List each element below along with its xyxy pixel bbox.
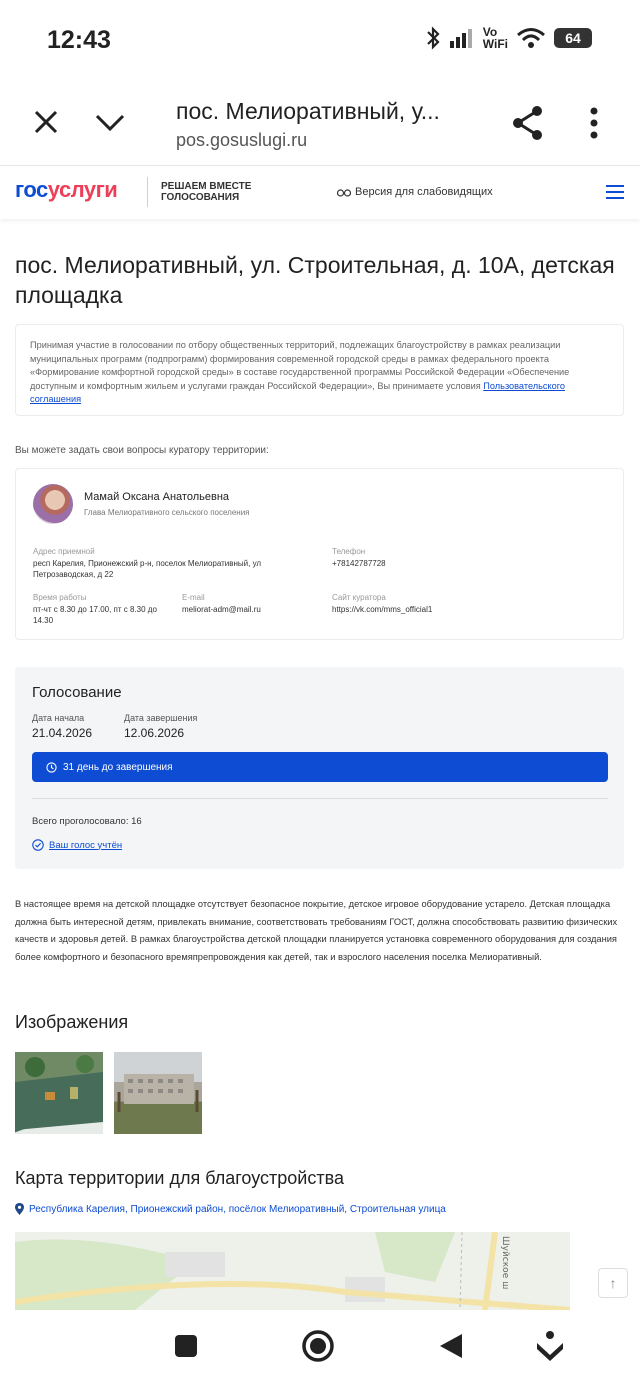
curator-card: [15, 468, 624, 640]
wifi-icon: [516, 27, 546, 49]
share-icon[interactable]: [510, 104, 546, 142]
site-value[interactable]: https://vk.com/mms_official1: [332, 605, 433, 614]
home-icon[interactable]: [301, 1329, 335, 1363]
site-label: Сайт куратора: [332, 593, 386, 602]
voting-divider: [32, 798, 608, 799]
user-agreement-link[interactable]: Пользовательского соглашения: [30, 380, 565, 404]
avatar: [33, 484, 73, 524]
map-address[interactable]: Республика Карелия, Прионежский район, посёлок Мелиоративный, Строительная улица: [15, 1203, 446, 1215]
location-pin-icon: [15, 1203, 24, 1215]
clock-icon: [46, 762, 57, 773]
end-date-label: Дата завершения: [124, 713, 198, 723]
images-heading: Изображения: [15, 1012, 129, 1032]
territory-map[interactable]: [15, 1232, 570, 1310]
nav-extra-icon[interactable]: [535, 1330, 565, 1362]
status-time: 12:43: [47, 26, 111, 54]
arrow-up-icon: ↑: [609, 1275, 617, 1291]
map-heading: Карта территории для благоустройства: [15, 1168, 344, 1188]
check-circle-icon: [32, 839, 44, 851]
email-value[interactable]: meliorat-adm@mail.ru: [182, 605, 261, 614]
hours-value: пт-чт с 8.30 до 17.00, пт с 8.30 до 14.30: [33, 605, 157, 625]
signal-icon: [449, 27, 475, 49]
curator-question: Вы можете задать свои вопросы куратору территории:: [15, 445, 269, 456]
system-nav-bar: [0, 1310, 640, 1386]
low-vision-link[interactable]: Версия для слабовидящих: [337, 186, 493, 198]
address-value: респ Карелия, Прионежский р-н, поселок Мелиоративный, ул Петрозаводская, д 22: [33, 559, 262, 579]
chevron-down-icon[interactable]: [92, 106, 128, 138]
deadline-button[interactable]: 31 день до завершения: [32, 752, 608, 782]
image-thumbnail-1[interactable]: [15, 1052, 103, 1134]
voting-title: Голосование: [32, 684, 122, 701]
browser-toolbar: [0, 80, 640, 166]
close-icon[interactable]: [30, 106, 62, 138]
start-date-label: Дата начала: [32, 713, 85, 723]
site-header: [0, 167, 640, 219]
recents-icon[interactable]: [174, 1334, 198, 1358]
vowifi-indicator: Vo WiFi: [482, 25, 508, 51]
agreement-notice: Принимая участие в голосовании по отбору общественных территорий, подлежащих благоустройству в рамках реализации муниципальных программ (подпрограмм) формирования современной городской среды в рамках федерального проекта «Формирование комфортной городской среды» в составе государственной программы Российской Федерации «Обеспечение доступным и комфортным жильем и услугами граждан Российской Федерации», Вы принимаете условия Пользовательского соглашения: [15, 324, 624, 416]
scroll-top-button[interactable]: [598, 1268, 628, 1298]
browser-page-title: пос. Мелиоративный, у...: [176, 98, 440, 124]
curator-name: Мамай Оксана Анатольевна: [84, 491, 230, 503]
voting-panel: [15, 667, 624, 869]
hours-label: Время работы: [33, 593, 87, 602]
status-icons: [425, 26, 592, 50]
curator-role: Глава Мелиоративного сельского поселения: [84, 508, 250, 517]
start-date-value: 21.04.2026: [32, 726, 93, 740]
phone-value[interactable]: +78142787728: [332, 559, 386, 568]
more-vert-icon[interactable]: [582, 106, 606, 140]
end-date-value: 12.06.2026: [124, 726, 185, 740]
vote-counted-link[interactable]: Ваш голос учтён: [32, 839, 122, 851]
back-icon[interactable]: [438, 1332, 464, 1360]
header-divider: [147, 177, 148, 207]
gosuslugi-logo[interactable]: госуслуги: [15, 177, 118, 202]
vote-total: Всего проголосовало: 16: [32, 816, 142, 827]
glasses-icon: [337, 187, 351, 197]
bluetooth-icon: [425, 26, 441, 50]
image-thumbnail-2[interactable]: [114, 1052, 202, 1134]
battery-indicator: 64: [554, 28, 592, 48]
territory-description: В настоящее время на детской площадке отсутствует безопасное покрытие, детское игровое оборудование устарело. Детская площадка должна быть интересной детям, привлекать внимание, соответствовать требованиям ГОСТ, должна способствовать развитию физических качеств и здоровья детей. В рамках благоустройства детской площадки планируется установка современного оборудования для создания более комфортного и безопасного времяпрепровождения как детей, так и взрослого населения поселка Мелиоративный.: [15, 899, 618, 962]
map-street-label: Шуйское ш: [500, 1236, 510, 1290]
address-label: Адрес приемной: [33, 547, 95, 556]
phone-label: Телефон: [332, 547, 366, 556]
menu-icon[interactable]: [606, 185, 624, 199]
email-label: E-mail: [182, 593, 205, 602]
status-bar: [0, 0, 640, 80]
page-title: пос. Мелиоративный, ул. Строительная, д. 10А, детская площадка: [15, 252, 615, 308]
browser-url[interactable]: pos.gosuslugi.ru: [176, 130, 308, 150]
site-slogan: РЕШАЕМ ВМЕСТЕ ГОЛОСОВАНИЯ: [161, 181, 252, 203]
